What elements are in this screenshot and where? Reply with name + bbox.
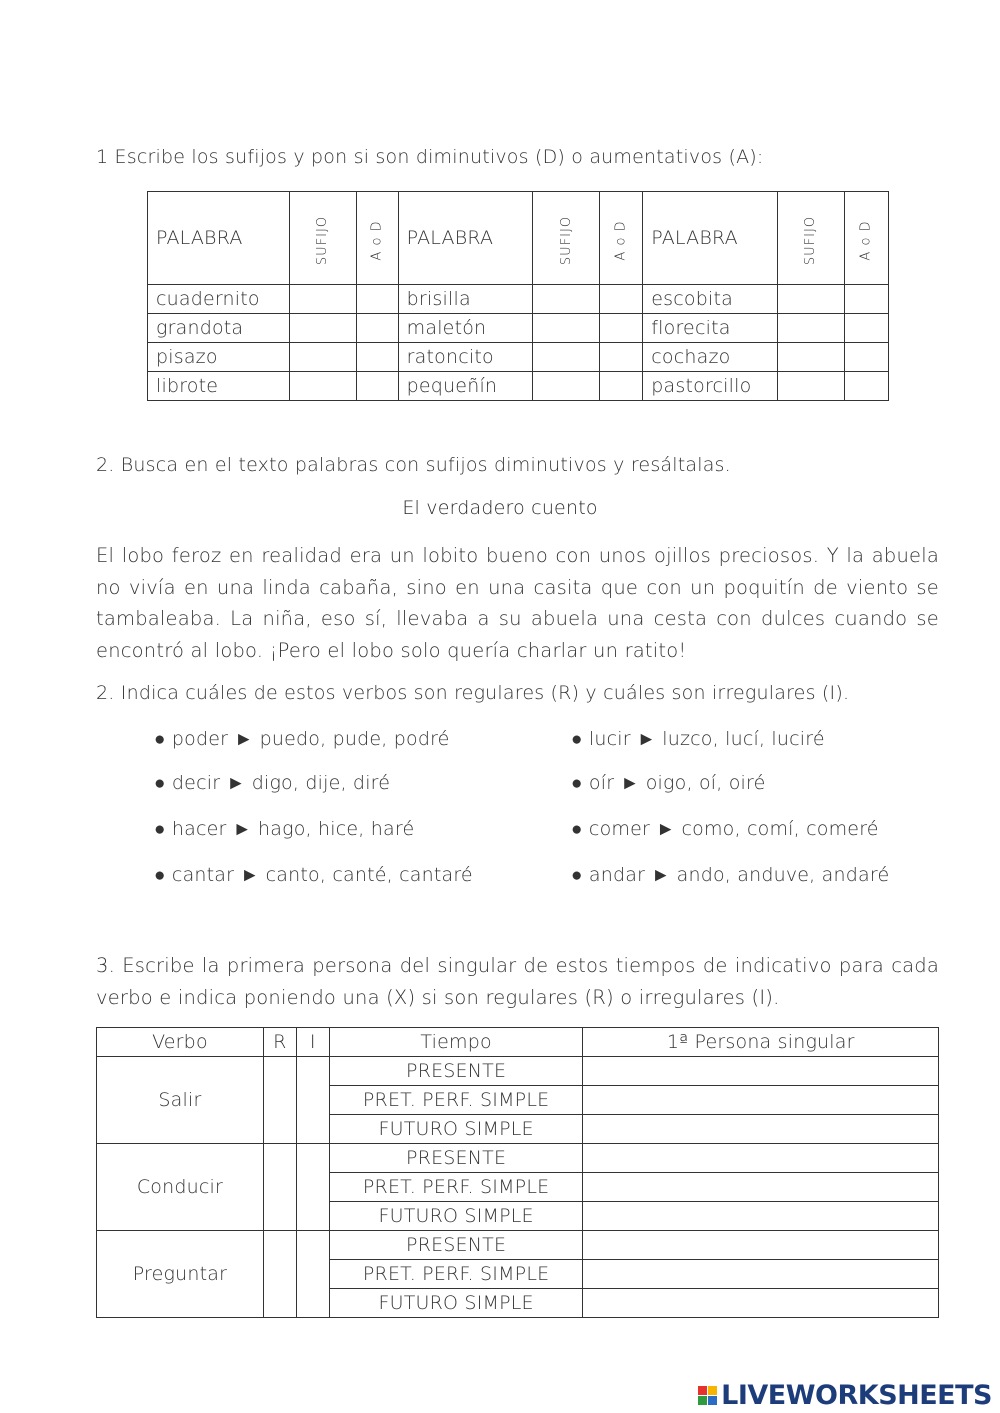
header-sufijo: SUFIJO [315, 215, 331, 266]
suffix-table [147, 191, 889, 401]
table-row [97, 1057, 939, 1086]
word-cell: pisazo [148, 343, 290, 372]
verb-name: Preguntar [97, 1231, 264, 1318]
aod-answer[interactable] [356, 314, 398, 343]
r-answer[interactable] [263, 1231, 296, 1318]
verb-item[interactable]: ● cantar ► canto, canté, cantaré [154, 864, 473, 886]
story-title: El verdadero cuento [402, 497, 598, 519]
sufijo-answer[interactable] [533, 372, 600, 401]
logo-grid-icon [698, 1386, 717, 1405]
tense-cell: PRESENTE [329, 1231, 583, 1260]
header-aod: A o D [613, 220, 629, 261]
header-aod: A o D [858, 220, 874, 261]
word-cell: cochazo [643, 343, 778, 372]
verb-item[interactable]: ● comer ► como, comí, comeré [571, 818, 879, 840]
sufijo-answer[interactable] [533, 285, 600, 314]
aod-answer[interactable] [844, 343, 888, 372]
persona-answer[interactable] [583, 1231, 939, 1260]
header-sufijo: SUFIJO [803, 215, 819, 266]
q2b-title: 2. Indica cuáles de estos verbos son regulares (R) y cuáles son irregulares (I). [96, 682, 850, 704]
sufijo-answer[interactable] [289, 314, 356, 343]
verb-item[interactable]: ● oír ► oigo, oí, oiré [571, 772, 766, 794]
word-cell: pastorcillo [643, 372, 778, 401]
verb-item[interactable]: ● decir ► digo, dije, diré [154, 772, 391, 794]
tense-cell: PRESENTE [329, 1144, 583, 1173]
persona-answer[interactable] [583, 1289, 939, 1318]
table-row [148, 285, 889, 314]
verb-name: Conducir [97, 1144, 264, 1231]
verb-item[interactable]: ● poder ► puedo, pude, podré [154, 728, 450, 750]
tense-cell: FUTURO SIMPLE [329, 1289, 583, 1318]
word-cell: brisilla [398, 285, 533, 314]
verb-item[interactable]: ● andar ► ando, anduve, andaré [571, 864, 890, 886]
aod-answer[interactable] [844, 285, 888, 314]
word-cell: librote [148, 372, 290, 401]
tense-cell: PRET. PERF. SIMPLE [329, 1173, 583, 1202]
header-verbo: Verbo [97, 1028, 264, 1057]
table-row [148, 343, 889, 372]
tense-cell: PRET. PERF. SIMPLE [329, 1086, 583, 1115]
aod-answer[interactable] [600, 343, 643, 372]
table-row [97, 1231, 939, 1260]
sufijo-answer[interactable] [289, 372, 356, 401]
aod-answer[interactable] [844, 314, 888, 343]
aod-answer[interactable] [356, 285, 398, 314]
aod-answer[interactable] [600, 314, 643, 343]
tense-cell: PRET. PERF. SIMPLE [329, 1260, 583, 1289]
header-palabra: PALABRA [398, 192, 533, 285]
i-answer[interactable] [296, 1231, 329, 1318]
sufijo-answer[interactable] [778, 372, 845, 401]
sufijo-answer[interactable] [289, 285, 356, 314]
sufijo-answer[interactable] [533, 343, 600, 372]
i-answer[interactable] [296, 1144, 329, 1231]
header-tiempo: Tiempo [329, 1028, 583, 1057]
table-row [97, 1144, 939, 1173]
brand-name: LIVEWORKSHEETS [721, 1380, 992, 1411]
word-cell: pequeñín [398, 372, 533, 401]
aod-answer[interactable] [356, 343, 398, 372]
aod-answer[interactable] [600, 372, 643, 401]
word-cell: maletón [398, 314, 533, 343]
sufijo-answer[interactable] [289, 343, 356, 372]
word-cell: cuadernito [148, 285, 290, 314]
verb-item[interactable]: ● lucir ► luzco, lucí, luciré [571, 728, 825, 750]
persona-answer[interactable] [583, 1115, 939, 1144]
word-cell: escobita [643, 285, 778, 314]
persona-answer[interactable] [583, 1202, 939, 1231]
i-answer[interactable] [296, 1057, 329, 1144]
verb-name: Salir [97, 1057, 264, 1144]
header-palabra: PALABRA [643, 192, 778, 285]
header-i: I [296, 1028, 329, 1057]
q3-title: 3. Escribe la primera persona del singular de estos tiempos de indicativo para cada verbo e indica poniendo una (X) si son regulares (R) o irregulares (I). [96, 954, 939, 1009]
aod-answer[interactable] [600, 285, 643, 314]
sufijo-answer[interactable] [778, 285, 845, 314]
sufijo-answer[interactable] [533, 314, 600, 343]
persona-answer[interactable] [583, 1057, 939, 1086]
q2a-title: 2. Busca en el texto palabras con sufijos diminutivos y resáltalas. [96, 454, 731, 476]
verb-tense-table [96, 1027, 939, 1318]
tense-cell: FUTURO SIMPLE [329, 1202, 583, 1231]
persona-answer[interactable] [583, 1260, 939, 1289]
q1-title: 1 Escribe los sufijos y pon si son diminutivos (D) o aumentativos (A): [96, 146, 764, 168]
header-palabra: PALABRA [148, 192, 290, 285]
header-persona: 1ª Persona singular [583, 1028, 939, 1057]
table-row [148, 372, 889, 401]
persona-answer[interactable] [583, 1144, 939, 1173]
header-r: R [263, 1028, 296, 1057]
persona-answer[interactable] [583, 1086, 939, 1115]
word-cell: grandota [148, 314, 290, 343]
aod-answer[interactable] [844, 372, 888, 401]
table-row [148, 314, 889, 343]
persona-answer[interactable] [583, 1173, 939, 1202]
r-answer[interactable] [263, 1144, 296, 1231]
sufijo-answer[interactable] [778, 314, 845, 343]
word-cell: ratoncito [398, 343, 533, 372]
story-text[interactable]: El lobo feroz en realidad era un lobito bueno con unos ojillos preciosos. Y la abuela no vivía en una linda cabaña, sino en una casita que con un poquitín de viento se tambaleaba. La niña, eso sí, llevaba a su abuela una cesta con dulces cuando se encontró al lobo. ¡Pero el lobo solo quería charlar un ratito! [96, 544, 939, 662]
header-aod: A o D [369, 220, 385, 261]
tense-cell: FUTURO SIMPLE [329, 1115, 583, 1144]
tense-cell: PRESENTE [329, 1057, 583, 1086]
header-sufijo: SUFIJO [558, 215, 574, 266]
r-answer[interactable] [263, 1057, 296, 1144]
liveworksheets-logo [698, 1380, 992, 1411]
word-cell: florecita [643, 314, 778, 343]
sufijo-answer[interactable] [778, 343, 845, 372]
verb-item[interactable]: ● hacer ► hago, hice, haré [154, 818, 415, 840]
aod-answer[interactable] [356, 372, 398, 401]
